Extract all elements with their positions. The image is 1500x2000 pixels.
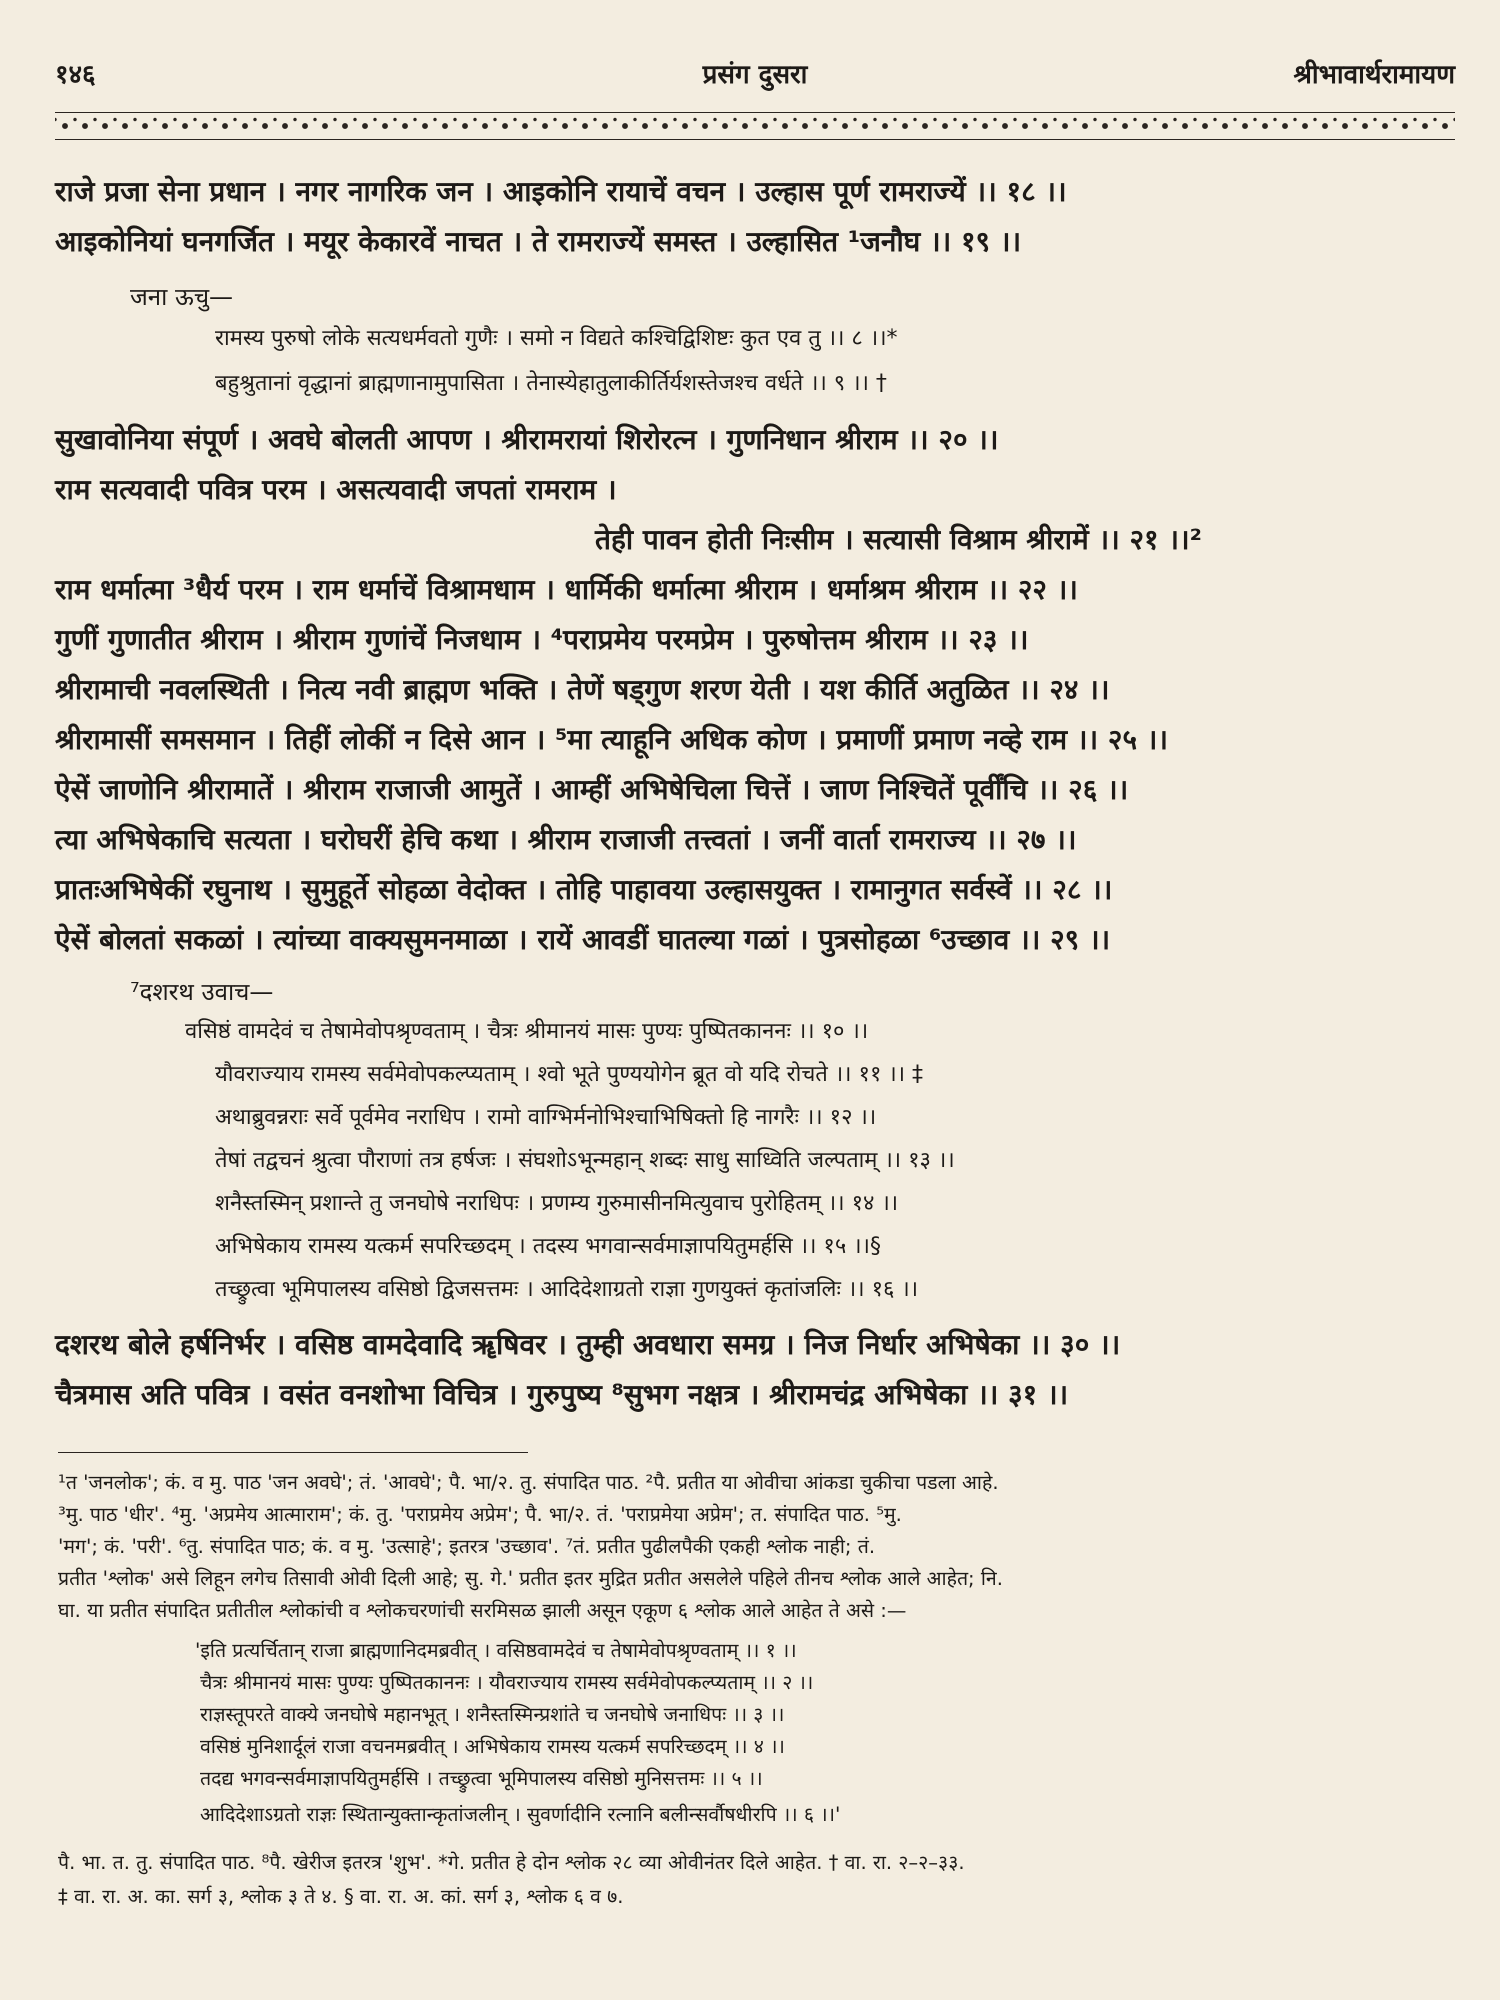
footnote-shloka: चैत्रः श्रीमानयं मासः पुण्यः पुष्पितकाननः । यौवराज्याय रामस्य सर्वमेवोपकल्प्यताम् ।। २ ।। [200, 1671, 814, 1694]
footnote-shloka: तदद्य भगवन्सर्वमाज्ञापयितुमर्हसि । तच्छ्रुत्वा भूमिपालस्य वसिष्ठो मुनिसत्तमः ।। ५ ।। [200, 1767, 763, 1790]
book-title: श्रीभावार्थरामायण [1293, 60, 1455, 90]
ovi-line: राम सत्यवादी पवित्र परम । असत्यवादी जपतां रामराम । [55, 473, 617, 506]
shloka-line: वसिष्ठं वामदेवं च तेषामेवोपश्रृण्वताम् । चैत्रः श्रीमानयं मासः पुण्यः पुष्पितकाननः ।। १० ।। [185, 1019, 869, 1044]
footnote-line: ³मु. पाठ 'धीर'. ⁴मु. 'अप्रमेय आत्माराम'; कं. तु. 'पराप्रमेय अप्रेम'; पै. भा/२. तं. 'पराप्रमेया अप्रेम'; त. संपादित पाठ. ⁵मु. [58, 1503, 902, 1526]
ovi-line: दशरथ बोले हर्षनिर्भर । वसिष्ठ वामदेवादि ॠषिवर । तुम्ही अवधारा समग्र । निज निर्धार अभिषेका ।। ३० ।। [55, 1328, 1121, 1361]
footnote-line: 'मग'; कं. 'परी'. ⁶तु. संपादित पाठ; कं. व मु. 'उत्साहे'; इतरत्र 'उच्छाव'. ⁷तं. प्रतीत पुढीलपैकी एकही श्लोक नाही; तं. [58, 1535, 876, 1558]
shloka-line: अथाब्रुवन्नराः सर्वे पूर्वमेव नराधिप । रामो वाग्भिर्मनोभिश्चाभिषिक्तो हि नागरैः ।। १२ ।। [215, 1105, 877, 1130]
speaker-label: ⁷दशरथ उवाच— [130, 978, 274, 1006]
ovi-line: प्रातःअभिषेकीं रघुनाथ । सुमुहूर्ते सोहळा वेदोक्त । तोहि पाहावया उल्हासयुक्त । रामानुगत सर्वस्वें ।। २८ ।। [55, 873, 1113, 906]
ovi-line: श्रीरामासीं समसमान । तिहीं लोकीं न दिसे आन । ⁵मा त्याहूनि अधिक कोण । प्रमाणीं प्रमाण नव्हे राम ।। २५ ।। [55, 723, 1168, 756]
page-header [55, 55, 1455, 95]
footnote-shloka: राज्ञस्तूपरते वाक्ये जनघोषे महानभूत् । शनैस्तस्मिन्प्रशांते च जनघोषे जनाधिपः ।। ३ ।। [200, 1703, 785, 1726]
shloka-line: बहुश्रुतानां वृद्धानां ब्राह्मणानामुपासिता । तेनास्येहातुलाकीर्तिर्यशस्तेजश्च वर्धते ।। ९ ।। † [215, 371, 887, 396]
ovi-line: तेही पावन होती निःसीम । सत्यासी विश्राम श्रीरामें ।। २१ ।।² [595, 523, 1202, 556]
ovi-line: ऐसें बोलतां सकळां । त्यांच्या वाक्यसुमनमाळा । रायें आवडीं घातल्या गळां । पुत्रसोहळा ⁶उच्छाव ।। २९ ।। [55, 923, 1111, 956]
shloka-line: शनैस्तस्मिन् प्रशान्ते तु जनघोषे नराधिपः । प्रणम्य गुरुमासीनमित्युवाच पुरोहितम् ।। १४ ।। [215, 1191, 899, 1216]
ovi-line: राजे प्रजा सेना प्रधान । नगर नागरिक जन । आइकोनि रायाचें वचन । उल्हास पूर्ण रामराज्यें ।। १८ ।। [55, 175, 1067, 208]
footnote-line: पै. भा. त. तु. संपादित पाठ. ⁸पै. खेरीज इतरत्र 'शुभ'. *गे. प्रतीत हे दोन श्लोक २८ व्या ओवीनंतर दिले आहेत. † वा. रा. २–२–३३. [58, 1851, 965, 1874]
ovi-line: श्रीरामाची नवलस्थिती । नित्य नवी ब्राह्मण भक्ति । तेणें षड्गुण शरण येती । यश कीर्ति अतुळित ।। २४ ।। [55, 673, 1110, 706]
shloka-line: तच्छ्रुत्वा भूमिपालस्य वसिष्ठो द्विजसत्तमः । आदिदेशाग्रतो राज्ञा गुणयुक्तं कृतांजलिः ।। १६ ।। [215, 1277, 919, 1302]
footnote-rule [58, 1452, 528, 1453]
shloka-line: यौवराज्याय रामस्य सर्वमेवोपकल्प्यताम् । श्वो भूते पुण्ययोगेन ब्रूत वो यदि रोचते ।। ११ ।। ‡ [215, 1062, 924, 1087]
ovi-line: आइकोनियां घनगर्जित । मयूर केकारवें नाचत । ते रामराज्यें समस्त । उल्हासित ¹जनौघ ।। १९ ।। [55, 225, 1022, 258]
ovi-line: राम धर्मात्मा ³धैर्य परम । राम धर्माचें विश्रामधाम । धार्मिकी धर्मात्मा श्रीराम । धर्माश्रम श्रीराम ।। २२ ।। [55, 573, 1078, 606]
footnote-line: ‡ वा. रा. अ. का. सर्ग ३, श्लोक ३ ते ४. § वा. रा. अ. कां. सर्ग ३, श्लोक ६ व ७. [58, 1885, 624, 1908]
ovi-line: गुणीं गुणातीत श्रीराम । श्रीराम गुणांचें निजधाम । ⁴पराप्रमेय परमप्रेम । पुरुषोत्तम श्रीराम ।। २३ ।। [55, 623, 1029, 656]
chapter-title: प्रसंग दुसरा [702, 60, 808, 90]
shloka-line: तेषां तद्वचनं श्रुत्वा पौराणां तत्र हर्षजः । संघशोऽभून्महान् शब्दः साधु साध्विति जल्पताम् ।। १३ ।। [215, 1148, 955, 1173]
page-number: १४६ [55, 60, 96, 90]
ovi-line: ऐसें जाणोनि श्रीरामातें । श्रीराम राजाजी आमुतें । आम्हीं अभिषेचिला चित्तें । जाण निश्चितें पूर्वींचि ।। २६ ।। [55, 773, 1129, 806]
shloka-line: रामस्य पुरुषो लोके सत्यधर्मवतो गुणैः । समो न विद्यते कश्चिद्विशिष्टः कुत एव तु ।। ८ ।।* [215, 326, 898, 351]
footnote-line: प्रतीत 'श्लोक' असे लिहून लगेच तिसावी ओवी दिली आहे; सु. गे.' प्रतीत इतर मुद्रित प्रतीत असलेले पहिले तीनच श्लोक आले आहेत; नि. [58, 1567, 1003, 1590]
speaker-label: जना ऊचु— [130, 283, 234, 311]
ovi-line: सुखावोनिया संपूर्ण । अवघे बोलती आपण । श्रीरामरायां शिरोरत्न । गुणनिधान श्रीराम ।। २० ।। [55, 423, 999, 456]
footnote-shloka: 'इति प्रत्यर्चितान् राजा ब्राह्मणानिदमब्रवीत् । वसिष्ठवामदेवं च तेषामेवोपश्रृण्वताम् ।। १ ।। [195, 1639, 797, 1662]
footnote-line: ¹त 'जनलोक'; कं. व मु. पाठ 'जन अवघे'; तं. 'आवघे'; पै. भा/२. तु. संपादित पाठ. ²पै. प्रतीत या ओवीचा आंकडा चुकीचा पडला आहे. [58, 1471, 999, 1494]
footnote-shloka: आदिदेशाऽग्रतो राज्ञः स्थितान्युक्तान्कृतांजलीन् । सुवर्णादीनि रत्नानि बलीन्सर्वौषधीरपि ।। ६ ।।' [200, 1803, 841, 1826]
ornamental-border [55, 112, 1455, 140]
footnote-shloka: वसिष्ठं मुनिशार्दूलं राजा वचनमब्रवीत् । अभिषेकाय रामस्य यत्कर्म सपरिच्छदम् ।। ४ ।। [200, 1735, 785, 1758]
ovi-line: त्या अभिषेकाचि सत्यता । घरोघरीं हेचि कथा । श्रीराम राजाजी तत्त्वतां । जनीं वार्ता रामराज्य ।। २७ ।। [55, 823, 1077, 856]
shloka-line: अभिषेकाय रामस्य यत्कर्म सपरिच्छदम् । तदस्य भगवान्सर्वमाज्ञापयितुमर्हसि ।। १५ ।।§ [215, 1234, 881, 1259]
ovi-line: चैत्रमास अति पवित्र । वसंत वनशोभा विचित्र । गुरुपुष्य ⁸सुभग नक्षत्र । श्रीरामचंद्र अभिषेका ।। ३१ ।। [55, 1378, 1069, 1411]
footnote-line: घा. या प्रतीत संपादित प्रतीतील श्लोकांची व श्लोकचरणांची सरमिसळ झाली असून एकूण ६ श्लोक आले आहेत ते असे :— [58, 1599, 907, 1622]
